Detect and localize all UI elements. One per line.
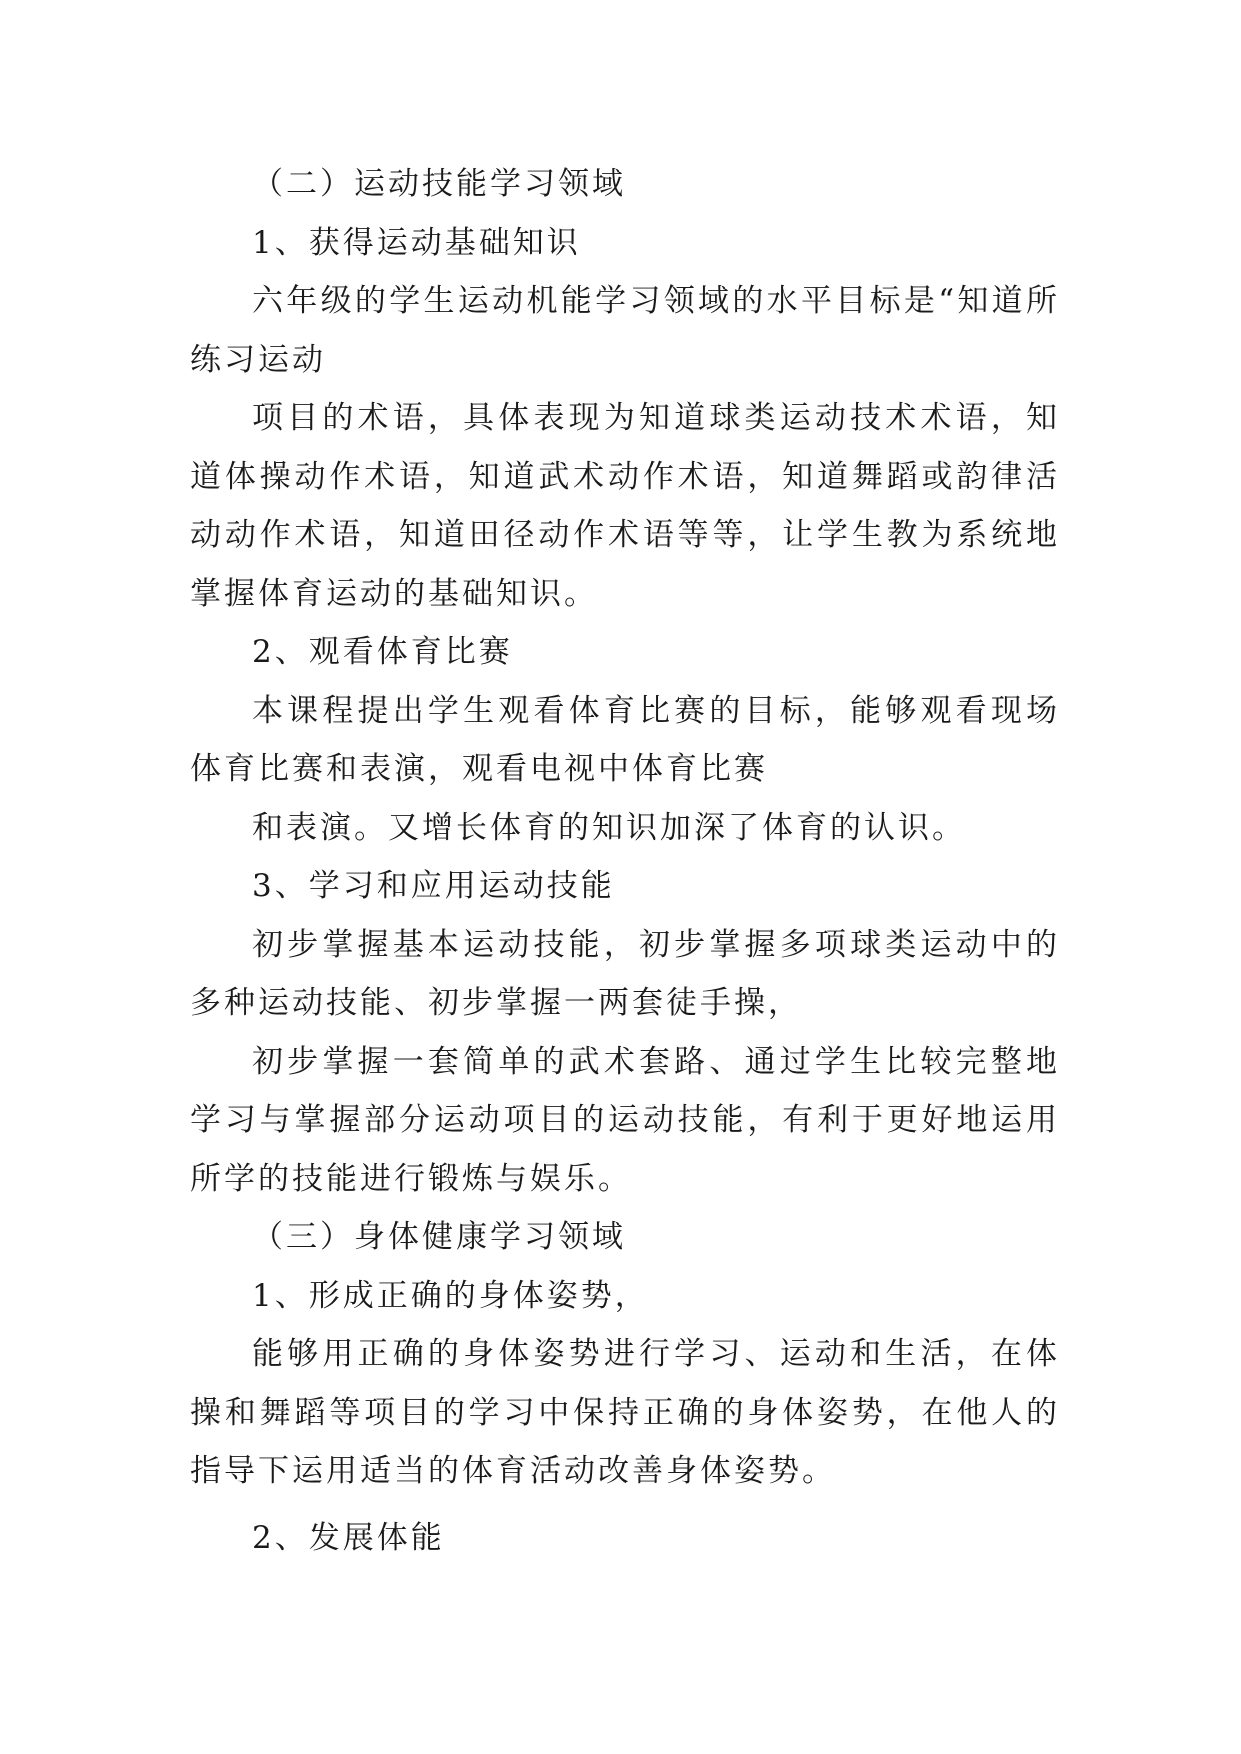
document-body xyxy=(190,155,1060,1567)
paragraph: 本课程提出学生观看体育比赛的目标，能够观看现场体育比赛和表演，观看电视中体育比赛 xyxy=(190,692,1060,787)
subheading-apply-skills: 3、学习和应用运动技能 xyxy=(252,868,615,904)
subheading-fitness: 2、发展体能 xyxy=(252,1519,445,1556)
paragraph: 能够用正确的身体姿势进行学习、运动和生活，在体操和舞蹈等项目的学习中保持正确的身体姿势，在他人的指导下运用适当的体育活动改善身体姿势。 xyxy=(190,1336,1060,1489)
paragraph: 和表演。又增长体育的知识加深了体育的认识。 xyxy=(252,809,966,846)
paragraph: 初步掌握基本运动技能，初步掌握多项球类运动中的多种运动技能、初步掌握一两套徒手操， xyxy=(190,926,1060,1021)
subheading-watch-games: 2、观看体育比赛 xyxy=(252,634,513,670)
paragraph: 初步掌握一套简单的武术套路、通过学生比较完整地学习与掌握部分运动项目的运动技能，有利于更好地运用所学的技能进行锻炼与娱乐。 xyxy=(190,1043,1060,1197)
section-heading-motor-skills: （二）运动技能学习领域 xyxy=(252,166,626,202)
section-heading-physical-health: （三）身体健康学习领域 xyxy=(252,1219,626,1255)
paragraph: 六年级的学生运动机能学习领域的水平目标是“知道所练习运动 xyxy=(190,283,1060,378)
subheading-posture: 1、形成正确的身体姿势， xyxy=(252,1277,649,1314)
subheading-basic-knowledge: 1、获得运动基础知识 xyxy=(252,224,581,261)
paragraph: 项目的术语，具体表现为知道球类运动技术术语，知道体操动作术语，知道武术动作术语，知道舞蹈或韵律活动动作术语，知道田径动作术语等等，让学生教为系统地掌握体育运动的基础知识。 xyxy=(190,400,1060,612)
